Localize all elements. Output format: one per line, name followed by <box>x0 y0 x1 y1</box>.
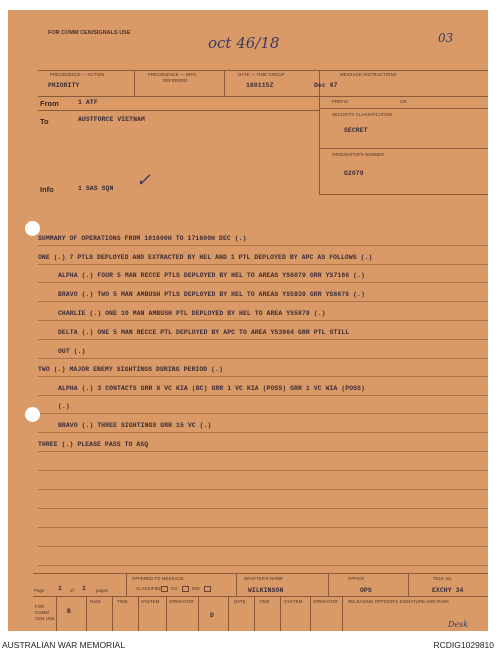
for-comm-cen-label: FOR COMM CEN USE <box>35 604 55 621</box>
to-label: To <box>40 117 49 126</box>
rule <box>224 70 225 96</box>
security-label: SECURITY CLASSIFICATION <box>332 112 393 117</box>
message-line: CHARLIE (.) ONE 10 MAN AMBUSH PTL DEPLOYED BY HEL TO AREA YS5879 (.) <box>58 310 326 317</box>
rule <box>38 413 488 414</box>
rule <box>38 451 488 452</box>
rule <box>38 96 488 97</box>
rule <box>38 301 488 302</box>
co-label: CO <box>171 586 178 591</box>
ind-label: IND <box>192 586 200 591</box>
message-line: SUMMARY OF OPERATIONS FROM 101600H TO 171600H DEC (.) <box>38 235 247 242</box>
info-label: Info <box>40 185 54 194</box>
punch-hole <box>25 221 40 236</box>
message-line: DELTA (.) ONE 5 MAN RECCE PTL DEPLOYED BY APC TO AREA YS3964 GRR PTL STILL <box>58 329 350 336</box>
precedence-action: PRIORITY <box>48 82 80 89</box>
month-year: Dec 67 <box>314 82 338 89</box>
punch-hole <box>25 407 40 422</box>
rule <box>38 565 488 566</box>
rule <box>33 596 488 597</box>
precedence-info-deferred: DEFERRED <box>163 78 188 83</box>
archive-caption: AUSTRALIAN WAR MEMORIAL <box>2 640 125 650</box>
signal-form <box>8 10 488 631</box>
of-label: of <box>70 588 74 593</box>
info-value: 1 SAS SQN <box>78 185 114 192</box>
co-checkbox[interactable] <box>182 586 189 592</box>
rule <box>112 596 113 631</box>
tick-mark: ✓ <box>136 170 152 191</box>
rule <box>38 527 488 528</box>
precedence-info-label: PRECEDENCE — INFO <box>148 72 197 77</box>
rule <box>228 596 229 631</box>
message-line: OUT (.) <box>58 348 86 355</box>
from-value: 1 ATF <box>78 99 98 106</box>
message-line: THREE (.) PLEASE PASS TO ASQ <box>38 441 149 448</box>
rule <box>38 282 488 283</box>
message-line: BRAVO (.) THREE SIGHTINGS GRR 15 VC (.) <box>58 422 212 429</box>
rule <box>310 596 311 631</box>
rule <box>38 110 319 111</box>
office-label: OFFICE <box>348 576 365 581</box>
rule <box>38 320 488 321</box>
rule <box>319 194 488 195</box>
office-value: OPS <box>360 587 372 594</box>
rule <box>38 245 488 246</box>
message-line: ONE (.) 7 PTLS DEPLOYED AND EXTRACTED BY HEL AND 1 PTL DEPLOYED BY APC AS FOLLOWS (.) <box>38 254 373 261</box>
ind-checkbox[interactable] <box>204 586 211 592</box>
rule <box>38 432 488 433</box>
tel-value: EXCHY 34 <box>432 587 464 594</box>
handwritten-d: D <box>210 612 214 619</box>
record-id: RCDIG1029810 <box>433 640 494 650</box>
rule <box>38 395 488 396</box>
page-number: 1 <box>58 585 62 592</box>
originator-label: ORIGINATOR'S NUMBER <box>332 152 385 157</box>
dtg-label: DATE — TIME GROUP <box>238 72 285 77</box>
rule <box>134 70 135 96</box>
page-label: Page <box>34 588 45 593</box>
rule <box>408 573 409 596</box>
rule <box>38 489 488 490</box>
rule <box>198 596 199 631</box>
rule <box>38 376 488 377</box>
rule <box>38 546 488 547</box>
message-line: ALPHA (.) 3 CONTACTS GRR 8 VC KIA (BC) GRR 1 VC KIA (POSS) GRR 1 VC WIA (POSS) <box>58 385 365 392</box>
rule <box>38 264 488 265</box>
rule <box>280 596 281 631</box>
rule <box>328 573 329 596</box>
releasing-officer-label: RELEASING OFFICER'S SIGNATURE AND RANK <box>348 599 450 604</box>
col-head-system: SYSTEM <box>141 599 160 604</box>
date-time-group: 180115Z <box>246 82 274 89</box>
page-mark: 03 <box>438 31 454 45</box>
from-label: From <box>40 99 59 108</box>
pages-label: pages <box>96 588 109 593</box>
rule <box>38 508 488 509</box>
security-value: SECRET <box>344 127 368 134</box>
rule <box>126 573 127 596</box>
handwritten-reference: oct 46/18 <box>208 34 280 52</box>
classified-checkbox[interactable] <box>161 586 168 592</box>
message-line: (.) <box>58 403 70 410</box>
col-head-time: TIME <box>117 599 128 604</box>
message-instructions-label: MESSAGE INSTRUCTIONS <box>340 72 397 77</box>
classified-label: CLASSIFIED <box>136 586 163 591</box>
message-line: ALPHA (.) FOUR 5 MAN RECCE PTLS DEPLOYED BY HEL TO AREAS YS6079 GRR YS7166 (.) <box>58 272 365 279</box>
offered-label: OFFERED TO MESSAGE <box>132 576 184 581</box>
rule <box>166 596 167 631</box>
col-head-system-2: SYSTEM <box>284 599 303 604</box>
rule <box>56 596 57 631</box>
system-code: B <box>67 608 71 615</box>
rule <box>33 573 488 574</box>
rule <box>38 470 488 471</box>
drafter-label: DRAFTER'S NAME <box>244 576 283 581</box>
rule <box>86 596 87 631</box>
rule <box>38 339 488 340</box>
precedence-action-label: PRECEDENCE — ACTION <box>50 72 105 77</box>
message-line: TWO (.) MAJOR ENEMY SIGHTINGS DURING PERIOD (.) <box>38 366 223 373</box>
message-line: BRAVO (.) TWO 5 MAN AMBUSH PTLS DEPLOYED BY HEL TO AREAS YS5939 GRR YS6676 (.) <box>58 291 365 298</box>
page-total: 1 <box>82 585 86 592</box>
originator-number: G2079 <box>344 170 364 177</box>
rule <box>38 358 488 359</box>
to-value: AUSTFORCE VIETNAM <box>78 116 145 123</box>
rule <box>342 596 343 631</box>
rule <box>236 573 237 596</box>
prefix-label: PREFIX <box>332 99 349 104</box>
col-head-date: DATE <box>234 599 246 604</box>
drafter-name: WILKINSON <box>248 587 284 594</box>
col-head-time-2: TIME <box>259 599 270 604</box>
col-head-raid: RAID <box>90 599 101 604</box>
rule <box>138 596 139 631</box>
form-name: FOR COMM CEN/SIGNALS USE <box>48 30 131 36</box>
desk-signature: Desk <box>448 620 469 629</box>
rule <box>254 596 255 631</box>
gr-label: GR <box>400 99 407 104</box>
rule <box>38 70 488 71</box>
rule <box>319 108 488 109</box>
tel-label: TELE No. <box>433 576 453 581</box>
col-head-operator: OPERATOR <box>169 599 194 604</box>
col-head-operator-2: OPERATOR <box>313 599 338 604</box>
rule <box>319 148 488 149</box>
